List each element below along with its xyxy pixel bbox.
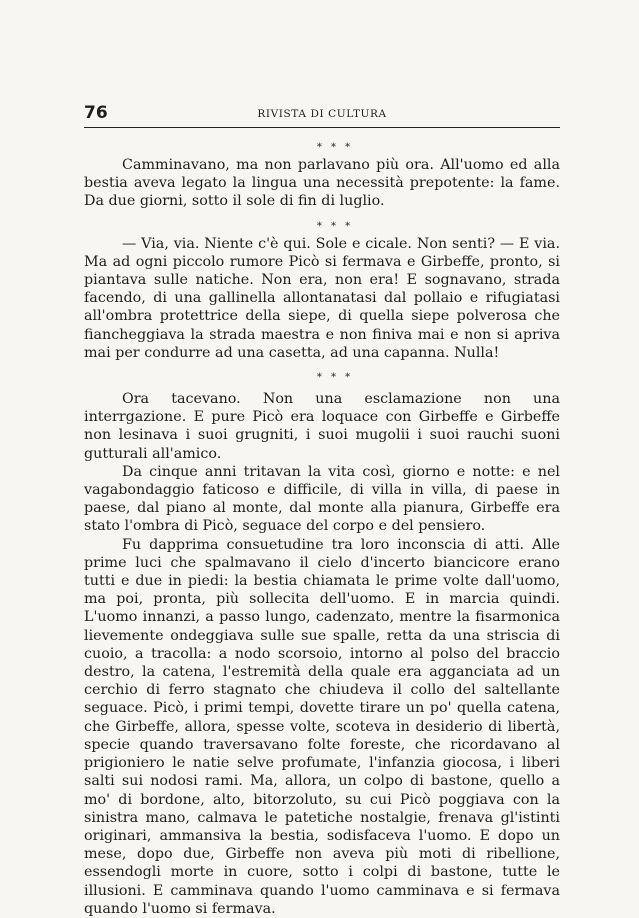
section-separator: * * *: [316, 142, 354, 153]
section-separator: * * *: [316, 372, 354, 384]
page-number: 76: [84, 103, 108, 123]
paragraph: Ora tacevano. Non una esclamazione non una interrgazione. E pure Picò era loquace con Girbeffe e Girbeffe non lesinava i suoi grugniti, i suoi mugolii i suoi rauchi suoni gutturali all'amico.: [84, 391, 560, 462]
page-header: [84, 100, 560, 124]
section-separator: * * *: [316, 220, 354, 232]
paragraph: Fu dapprima consuetudine tra loro inconscia di atti. Alle prime luci che spalmavano il cielo d'incerto biancicore erano tutti e due in piedi: la bestia chiamata le prime volte dall'uomo, ma poi, pronta, più sollecita dell'uomo. E in marcia quindi. L'uomo innanzi, a passo lungo, cadenzato, mentre la fisarmonica lievemente ondeggiava sulle sue spalle, retta da una striscia di cuoio, a tracolla: a nodo scorsoio, intorno al polso del braccio destro, la catena, l'estremità della quale era agganciata ad un cerchio di ferro stagnato che chiudeva il collo del saltellante seguace. Picò, i primi tempi, dovette tirare un po' quella catena, che Girbeffe, allora, spesse volte, scoteva in desiderio di libertà, specie quando traversavano folte foreste, che ricordavano al prigioniero le natie selve profumate, l'infanzia giocosa, i liberi salti sui nodosi rami. Ma, allora, un colpo di bastone, quello a mo' di bordone, alto, bitorzoluto, su cui Picò poggiava con la sinistra mano, calmava le patetiche nostalgie, frenava gl'istinti originari, ammansiva la bestia, sodisfaceva l'uomo. E dopo un mese, dopo due, Girbeffe non aveva più moti di ribellione, essendogli morte in cuore, sotto i colpi di bastone, tutte le illusioni. E camminava quando l'uomo camminava e si fermava quando l'uomo si fermava.: [84, 536, 560, 917]
paragraph: Da cinque anni tritavan la vita così, giorno e notte: e nel vagabondaggio faticoso e difficile, di villa in villa, di paese in paese, dal piano al monte, dal monte alla pianura, Girbeffe era stato l'ombra di Picò, seguace del corpo e del pensiero.: [84, 463, 560, 535]
header-rule: [84, 127, 560, 128]
paragraph: Camminavano, ma non parlavano più ora. All'uomo ed alla bestia aveva legato la lingua una necessità prepotente: la fame. Da due giorni, sotto il sole di fin di luglio.: [84, 157, 560, 210]
paragraph: — Via, via. Niente c'è qui. Sole e cicale. Non senti? — E via. Ma ad ogni piccolo rumore Picò si fermava e Girbeffe, pronto, si piantava sulle natiche. Non era, non era! E sognavano, strada facendo, di una gallinella allontanatasi dal pollaio e rifugiatasi all'ombra protettrice della siepe, di quella siepe polverosa che fiancheggiava la strada maestra e non finiva mai e non si apriva mai per condurre ad una casetta, ad una capanna. Nulla!: [84, 235, 560, 361]
running-head: RIVISTA DI CULTURA: [257, 108, 387, 120]
article-body: [84, 140, 560, 918]
